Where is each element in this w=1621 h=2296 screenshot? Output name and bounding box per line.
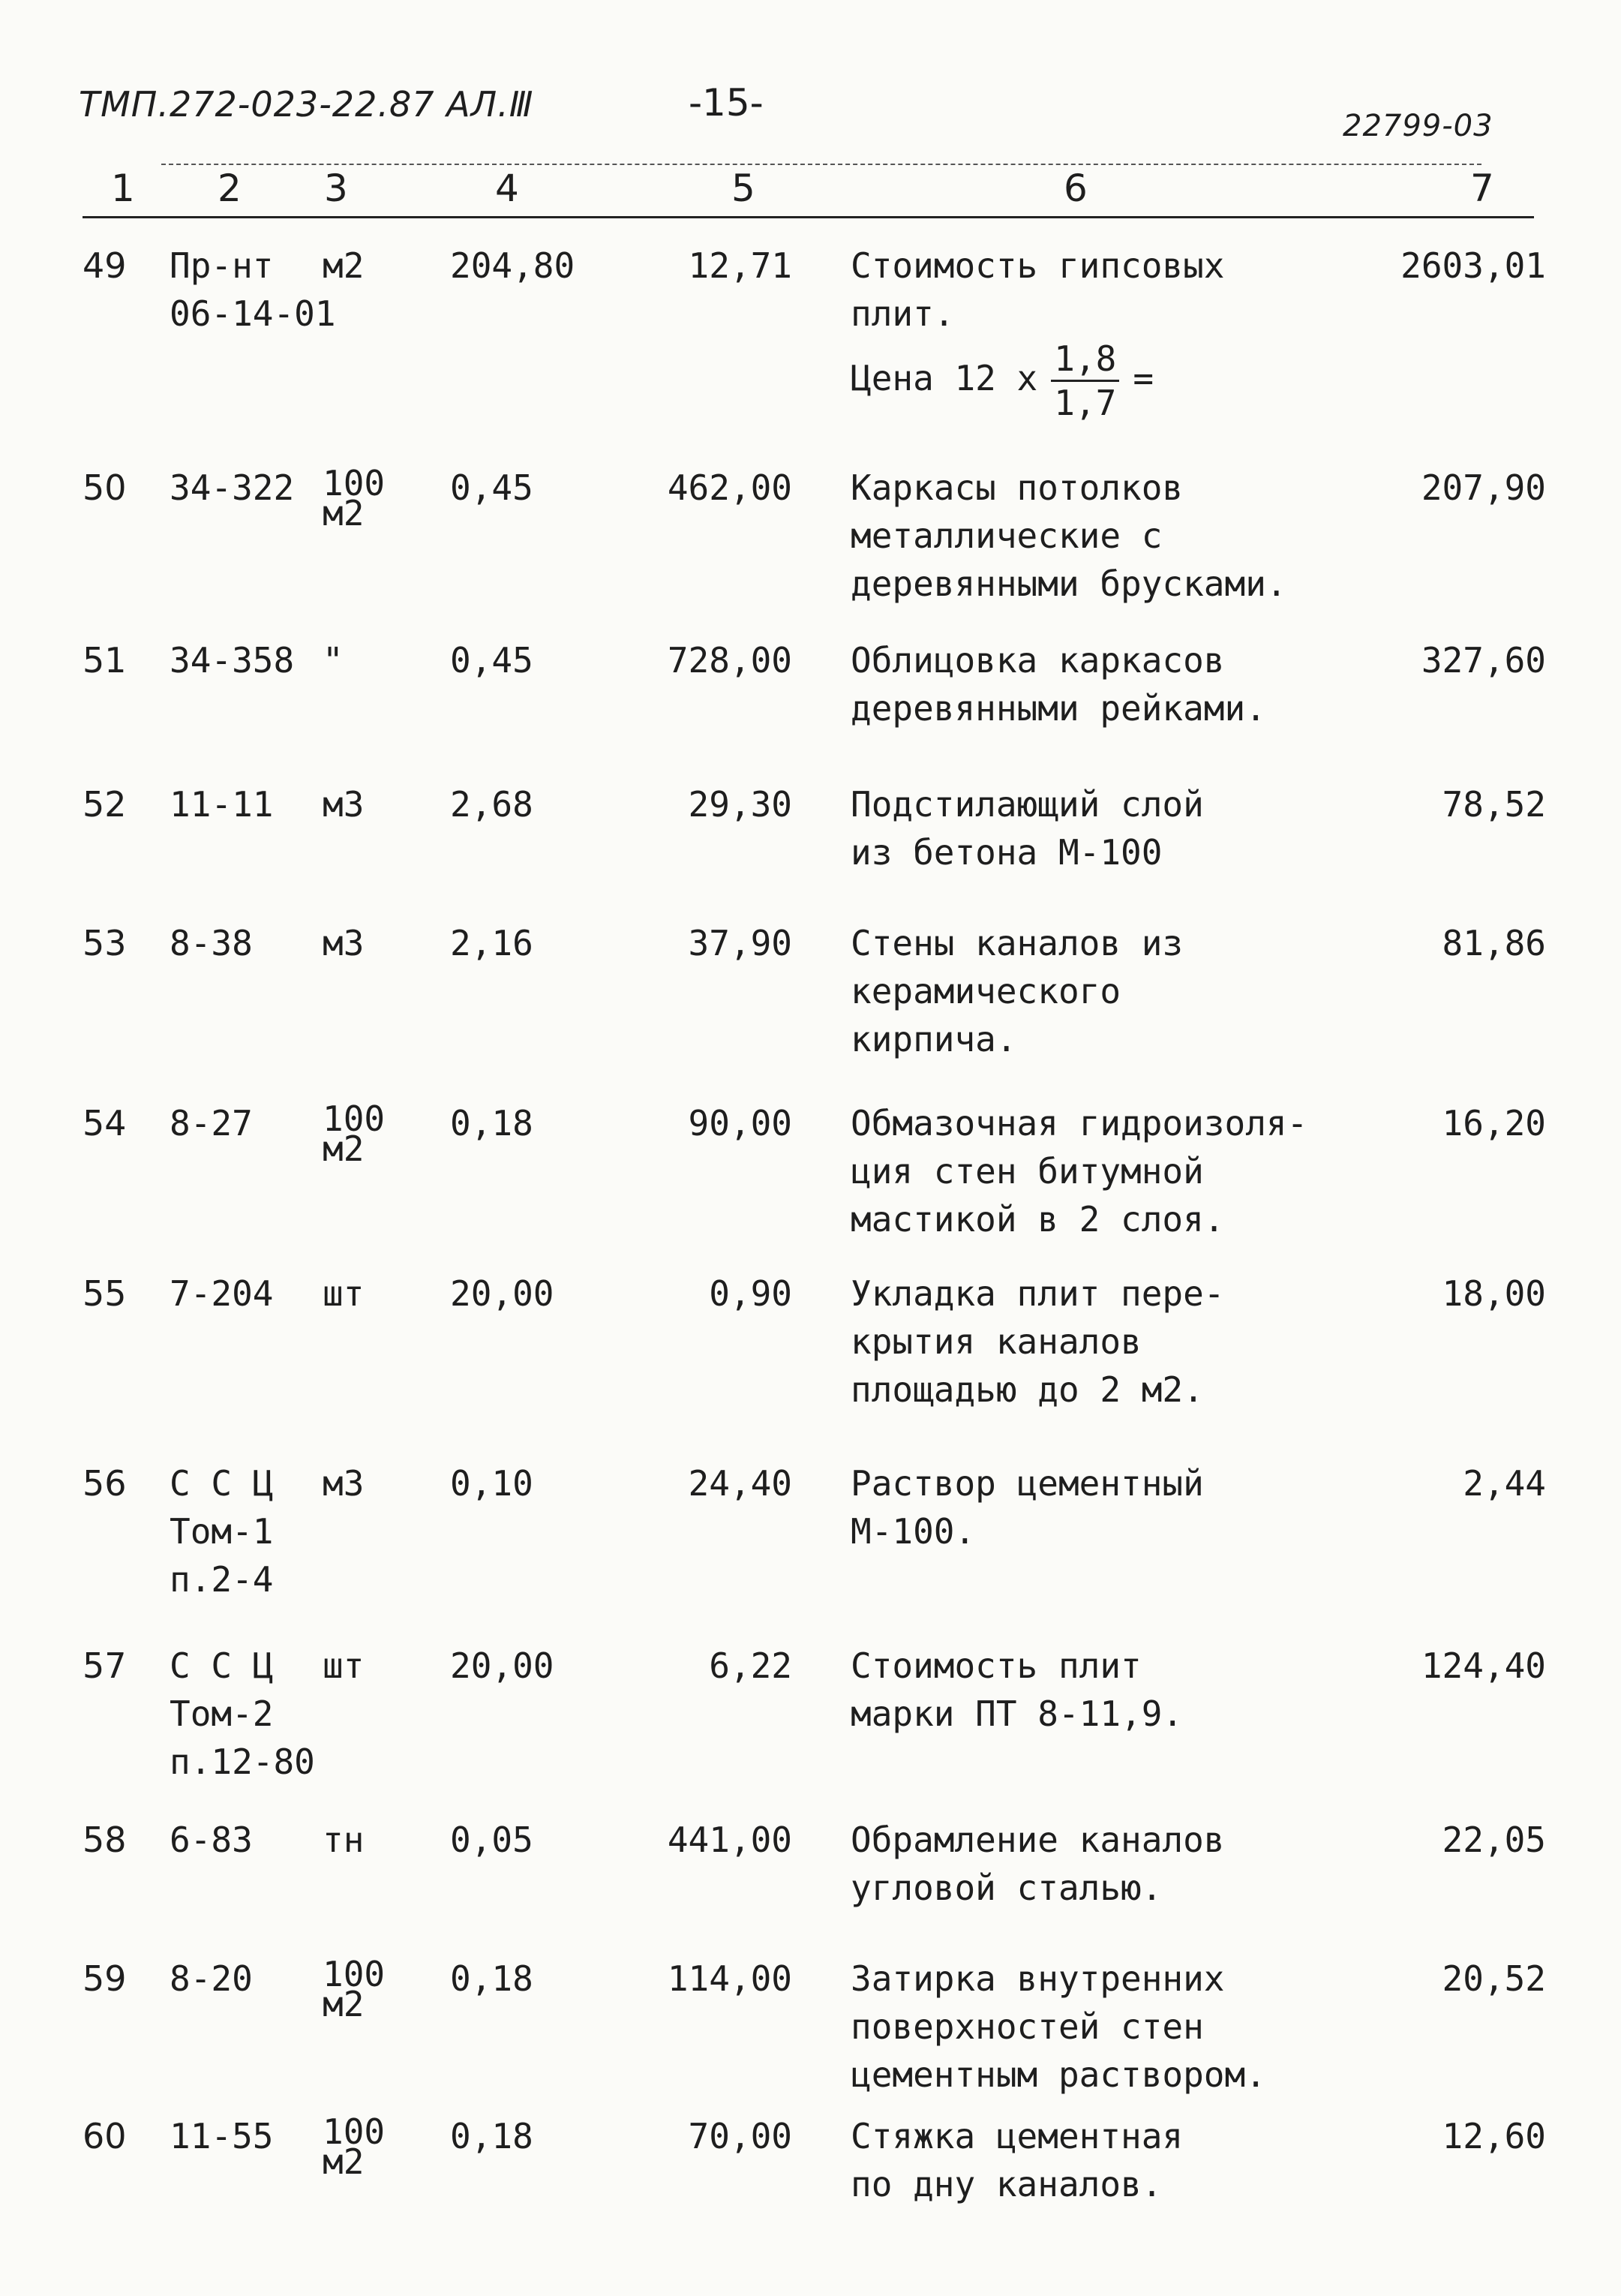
description [851, 1955, 1266, 2099]
description-line: Укладка плит пере- [851, 1273, 1225, 1314]
unit [323, 919, 364, 967]
pricing-code [170, 1270, 273, 1318]
price-formula [851, 338, 1225, 424]
description [851, 2112, 1183, 2208]
pricing-code-line: 8-20 [170, 1958, 253, 1999]
description-line: керамического [851, 971, 1121, 1011]
description-line: Облицовка каркасов [851, 640, 1225, 681]
description-line: крытия каналов [851, 1321, 1142, 1362]
description [851, 464, 1287, 608]
formula-equals: = [1133, 358, 1154, 398]
unit-line: шт [323, 1273, 365, 1314]
fraction-denominator: 1,7 [1054, 383, 1117, 423]
unit [323, 1816, 364, 1864]
description-line: Обрамление каналов [851, 1820, 1225, 1860]
column-header-1: 1 [111, 167, 135, 210]
description-line: Стены каналов из [851, 923, 1184, 963]
pricing-code [170, 464, 294, 512]
unit [323, 636, 344, 684]
description-line: Подстилающий слой [851, 784, 1204, 825]
unit-price: 0,90 [709, 1273, 792, 1314]
description [851, 780, 1204, 876]
pricing-code-line: Том-2 [170, 1693, 274, 1734]
row-number: 56 [83, 1463, 127, 1504]
document-number: 22799-03 [1343, 109, 1493, 143]
pricing-code [170, 1642, 315, 1786]
quantity: 20,00 [450, 1645, 554, 1686]
description-line: деревянными рейками. [851, 688, 1266, 729]
page-number: -15- [689, 81, 764, 125]
formula-prefix: Цена 12 х [851, 358, 1038, 398]
pricing-code-line: п.12-80 [170, 1742, 315, 1782]
unit [323, 1270, 364, 1318]
description-line: Стоимость гипсовых [851, 245, 1225, 286]
pricing-code-line: 11-11 [170, 784, 274, 825]
unit-line: тн [323, 1820, 365, 1860]
description-line: кирпича. [851, 1019, 1017, 1059]
unit-price: 114,00 [667, 1958, 792, 1999]
pricing-code [170, 1459, 273, 1603]
unit-price: 441,00 [667, 1820, 792, 1860]
pricing-code [170, 919, 253, 967]
row-number: 50 [83, 467, 127, 508]
unit [323, 780, 364, 828]
pricing-code [170, 780, 273, 828]
column-header-2: 2 [218, 167, 242, 210]
unit-price: 462,00 [667, 467, 792, 508]
unit [323, 463, 386, 533]
unit-price: 90,00 [688, 1103, 792, 1143]
line-total: 124,40 [1421, 1645, 1546, 1686]
description-line: площадью до 2 м2. [851, 1369, 1204, 1410]
pricing-code-line: 7-204 [170, 1273, 274, 1314]
description-line: из бетона М-100 [851, 832, 1163, 873]
unit-price: 29,30 [688, 784, 792, 825]
line-total: 2603,01 [1400, 245, 1546, 286]
unit-line: м3 [323, 923, 365, 963]
pricing-code-line: Пр-нт [170, 245, 274, 286]
description-line: Каркасы потолков [851, 467, 1184, 508]
unit-line: м2 [323, 1128, 365, 1169]
pricing-code-line: 6-83 [170, 1820, 253, 1860]
description-line: марки ПТ 8-11,9. [851, 1693, 1184, 1734]
quantity: 204,80 [450, 245, 575, 286]
unit-line: " [323, 640, 344, 681]
column-header-6: 6 [1064, 167, 1088, 210]
description-line: Стяжка цементная [851, 2116, 1184, 2156]
description-line: мастикой в 2 слоя. [851, 1199, 1225, 1240]
row-number: 57 [83, 1645, 127, 1686]
line-total: 78,52 [1442, 784, 1546, 825]
pricing-code [170, 1099, 253, 1147]
unit [323, 1098, 386, 1169]
line-total: 20,52 [1442, 1958, 1546, 1999]
description-line: металлические с [851, 515, 1163, 556]
line-total: 18,00 [1442, 1273, 1546, 1314]
pricing-code-line: С С Ц [170, 1645, 274, 1686]
fraction [1051, 338, 1119, 424]
unit [323, 242, 364, 290]
column-header-3: 3 [324, 167, 348, 210]
header-dashed-rule [161, 164, 1481, 165]
row-number: 49 [83, 245, 127, 286]
description [851, 1270, 1225, 1414]
description-line: ция стен битумной [851, 1151, 1204, 1192]
unit-line: 100 [323, 2111, 386, 2152]
document-code: ТМП.272-023-22.87 АЛ.Ⅲ [79, 84, 534, 125]
quantity: 0,45 [450, 467, 533, 508]
pricing-code-line: 11-55 [170, 2116, 274, 2156]
quantity: 0,45 [450, 640, 533, 681]
unit-line: м2 [323, 245, 365, 286]
pricing-code [170, 242, 336, 338]
description [851, 1816, 1225, 1912]
quantity: 0,18 [450, 1958, 533, 1999]
description-line: Раствор цементный [851, 1463, 1204, 1504]
description-line: по дну каналов. [851, 2164, 1163, 2204]
row-number: 54 [83, 1103, 127, 1143]
quantity: 2,68 [450, 784, 533, 825]
unit-line: 100 [323, 1954, 386, 1994]
column-header-4: 4 [495, 167, 519, 210]
pricing-code-line: 34-358 [170, 640, 295, 681]
quantity: 0,05 [450, 1820, 533, 1860]
unit-line: м2 [323, 493, 365, 533]
row-number: 51 [83, 640, 127, 681]
description-line: деревянными брусками. [851, 563, 1287, 604]
pricing-code-line: 8-27 [170, 1103, 253, 1143]
unit-line: м2 [323, 1984, 365, 2024]
unit-line: 100 [323, 463, 386, 503]
row-number: 55 [83, 1273, 127, 1314]
quantity: 0,10 [450, 1463, 533, 1504]
line-total: 207,90 [1421, 467, 1546, 508]
pricing-code [170, 1955, 253, 2003]
row-number: 58 [83, 1820, 127, 1860]
description-line: Затирка внутренних [851, 1958, 1225, 1999]
quantity: 0,18 [450, 1103, 533, 1143]
column-header-5: 5 [731, 167, 755, 210]
description-line: плит. [851, 293, 955, 334]
unit-price: 728,00 [667, 640, 792, 681]
row-number: 53 [83, 923, 127, 963]
pricing-code-line: Том-1 [170, 1511, 274, 1552]
pricing-code-line: С С Ц [170, 1463, 274, 1504]
unit-line: м3 [323, 1463, 365, 1504]
description-line: Обмазочная гидроизоля- [851, 1103, 1308, 1143]
description [851, 242, 1225, 424]
pricing-code-line: 8-38 [170, 923, 253, 963]
pricing-code-line: 06-14-01 [170, 293, 336, 334]
unit [323, 1642, 364, 1690]
pricing-code-line: п.2-4 [170, 1559, 274, 1600]
unit-price: 37,90 [688, 923, 792, 963]
row-number: 52 [83, 784, 127, 825]
unit-price: 12,71 [688, 245, 792, 286]
line-total: 16,20 [1442, 1103, 1546, 1143]
description-line: М-100. [851, 1511, 976, 1552]
quantity: 0,18 [450, 2116, 533, 2156]
line-total: 81,86 [1442, 923, 1546, 963]
pricing-code [170, 1816, 253, 1864]
fraction-numerator: 1,8 [1051, 338, 1119, 382]
line-total: 22,05 [1442, 1820, 1546, 1860]
description-line: угловой сталью. [851, 1868, 1163, 1908]
quantity: 20,00 [450, 1273, 554, 1314]
unit-price: 6,22 [709, 1645, 792, 1686]
description-line: цементным раствором. [851, 2054, 1266, 2095]
line-total: 12,60 [1442, 2116, 1546, 2156]
description [851, 919, 1183, 1063]
line-total: 327,60 [1421, 640, 1546, 681]
pricing-code-line: 34-322 [170, 467, 295, 508]
description [851, 1099, 1307, 1243]
description [851, 1642, 1183, 1738]
description-line: поверхностей стен [851, 2006, 1204, 2047]
unit-line: шт [323, 1645, 365, 1686]
unit-price: 24,40 [688, 1463, 792, 1504]
row-number: 60 [83, 2116, 127, 2156]
header-solid-rule [83, 216, 1534, 218]
unit-price: 70,00 [688, 2116, 792, 2156]
pricing-code [170, 2112, 273, 2160]
row-number: 59 [83, 1958, 127, 1999]
description [851, 636, 1266, 732]
line-total: 2,44 [1463, 1463, 1546, 1504]
unit-line: м2 [323, 2141, 365, 2182]
unit [323, 2111, 386, 2182]
pricing-code [170, 636, 294, 684]
description [851, 1459, 1204, 1555]
unit [323, 1954, 386, 2024]
unit-line: 100 [323, 1098, 386, 1139]
unit [323, 1459, 364, 1507]
description-line: Стоимость плит [851, 1645, 1142, 1686]
column-header-7: 7 [1470, 167, 1494, 210]
unit-line: м3 [323, 784, 365, 825]
quantity: 2,16 [450, 923, 533, 963]
